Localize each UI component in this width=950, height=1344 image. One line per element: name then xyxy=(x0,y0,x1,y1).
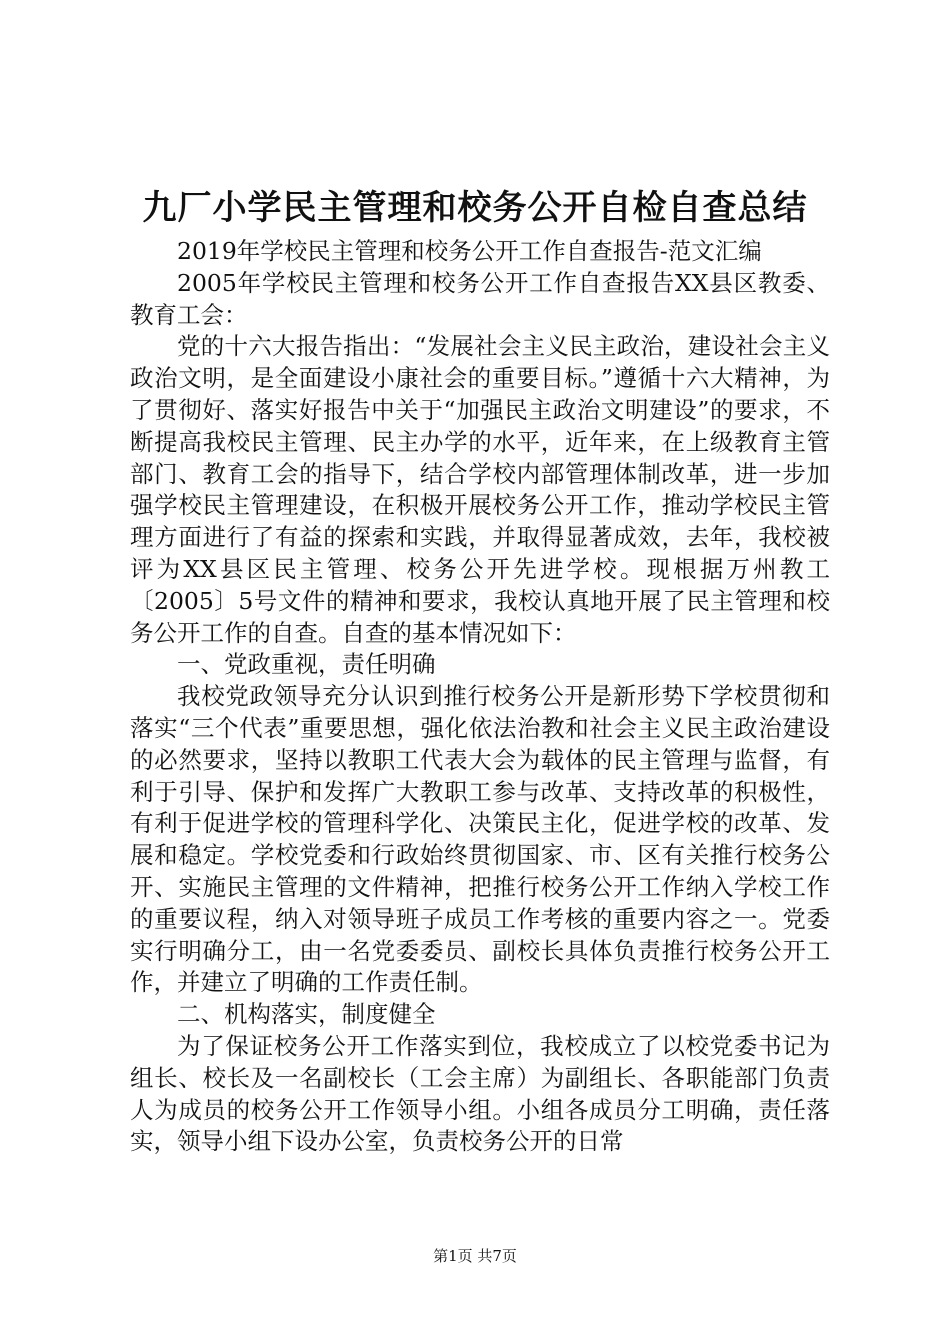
paragraph-intro: 党的十六大报告指出：“发展社会主义民主政治，建设社会主义政治文明，是全面建设小康社会的重要目标。”遵循十六大精神，为了贯彻好、落实好报告中关于“加强民主政治文明建设”的要求，不断提高我校民主管理、民主办学的水平，近年来，在上级教育主管部门、教育工会的指导下，结合学校内部管理体制改革，进一步加强学校民主管理建设，在积极开展校务公开工作，推动学校民主管理方面进行了有益的探索和实践，并取得显著成效，去年，我校被评为XX县区民主管理、校务公开先进学校。现根据万州教工〔2005〕5号文件的精神和要求，我校认真地开展了民主管理和校务公开工作的自查。自查的基本情况如下： xyxy=(130,332,830,647)
document-body xyxy=(130,236,830,1158)
paragraph-report-heading: 2005年学校民主管理和校务公开工作自查报告XX县区教委、教育工会： xyxy=(130,268,830,329)
paragraph-section-2: 为了保证校务公开工作落实到位，我校成立了以校党委书记为组长、校长及一名副校长（工会主席）为副组长、各职能部门负责人为成员的校务公开工作领导小组。小组各成员分工明确，责任落实，领导小组下设办公室，负责校务公开的日常 xyxy=(130,1031,830,1156)
page-number-footer: 第1页 共7页 xyxy=(433,1247,517,1265)
paragraph-report-source: 2019年学校民主管理和校务公开工作自查报告-范文汇编 xyxy=(177,237,762,265)
section-heading-2: 二、机构落实，制度健全 xyxy=(177,1000,436,1029)
document-title: 九厂小学民主管理和校务公开自检自查总结 xyxy=(142,188,808,228)
section-heading-1: 一、党政重视，责任明确 xyxy=(177,650,436,679)
paragraph-section-1: 我校党政领导充分认识到推行校务公开是新形势下学校贯彻和落实“三个代表”重要思想，强化依法治教和社会主义民主政治建设的必然要求，坚持以教职工代表大会为载体的民主管理与监督，有利于引导、保护和发挥广大教职工参与改革、支持改革的积极性，有利于促进学校的管理科学化、决策民主化，促进学校的改革、发展和稳定。学校党委和行政始终贯彻国家、市、区有关推行校务公开、实施民主管理的文件精神，把推行校务公开工作纳入学校工作的重要议程，纳入对领导班子成员工作考核的重要内容之一。党委实行明确分工，由一名党委委员、副校长具体负责推行校务公开工作，并建立了明确的工作责任制。 xyxy=(130,682,830,997)
